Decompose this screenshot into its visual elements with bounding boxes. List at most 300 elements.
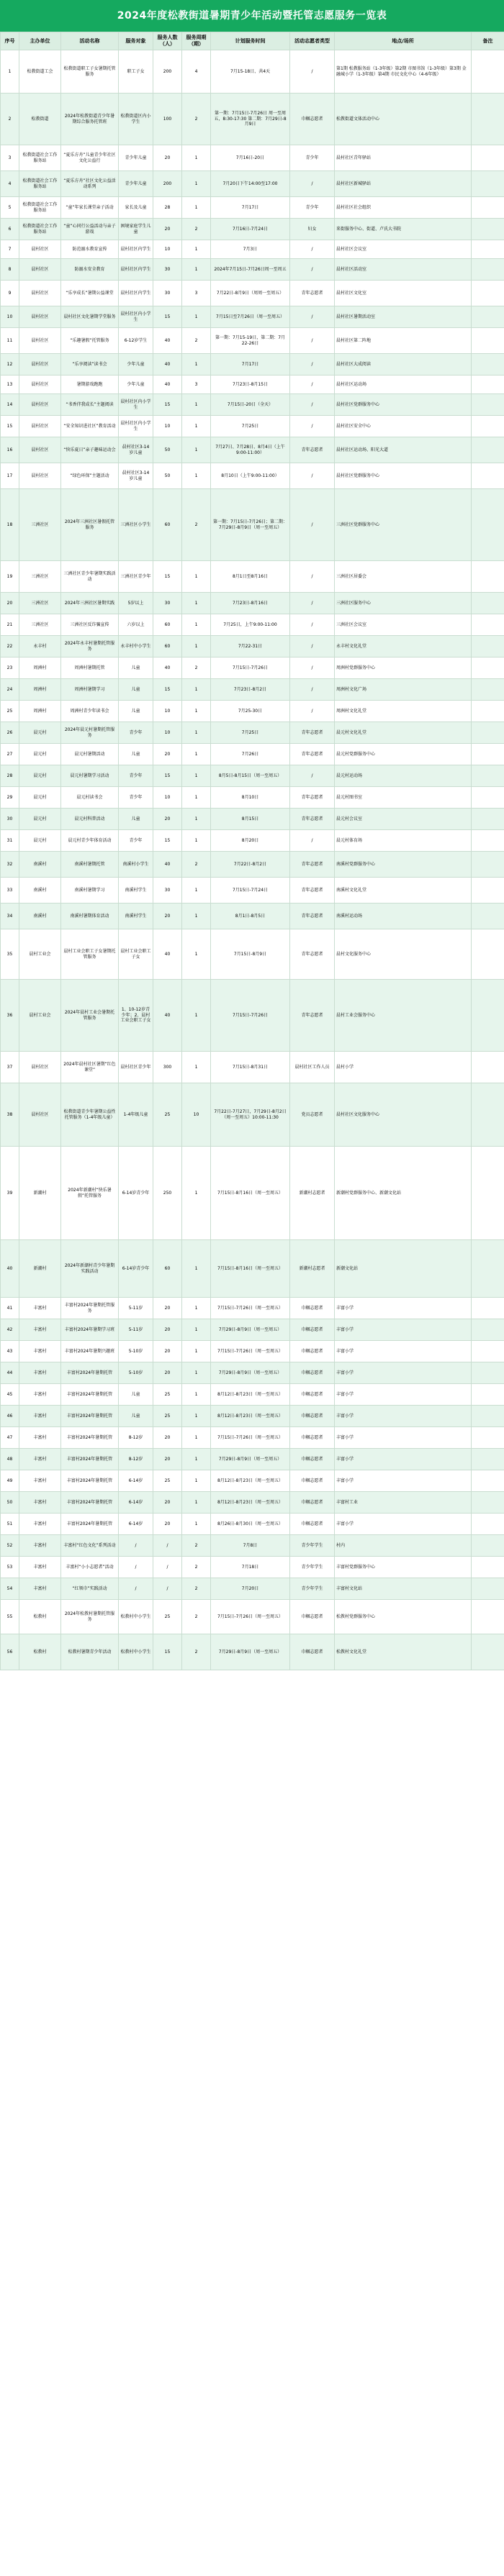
cell-target: 晨村社区内学生 — [119, 259, 153, 281]
cell-note — [472, 1514, 504, 1535]
cell-no: 30 — [1, 809, 19, 830]
cell-periods: 1 — [182, 259, 211, 281]
cell-target: 青少年 — [119, 787, 153, 809]
cell-org: 晨村社区 — [19, 306, 61, 328]
cell-people: 20 — [153, 1298, 182, 1319]
cell-no: 2 — [1, 94, 19, 145]
cell-periods: 1 — [182, 1470, 211, 1492]
cell-no: 9 — [1, 281, 19, 306]
cell-time: 7月25日 — [211, 416, 290, 437]
cell-target: 三洲社区青少年 — [119, 561, 153, 593]
table-row — [1, 394, 504, 416]
cell-org: 周洲村 — [19, 657, 61, 679]
cell-time: 7月18日 — [211, 1557, 290, 1578]
cell-volunteer: 青年志愿者 — [290, 980, 335, 1052]
cell-people: 60 — [153, 489, 182, 561]
cell-time: 7月29日-8月9日（周一至周五） — [211, 1634, 290, 1670]
cell-target: 儿童 — [119, 1406, 153, 1427]
cell-name: “书香伴我成长”主题阅读 — [61, 394, 119, 416]
cell-venue: 晨村社区党群服务中心 — [335, 394, 472, 416]
cell-name: 2024年三洲社区暑期实践 — [61, 593, 119, 614]
cell-no: 12 — [1, 354, 19, 376]
cell-note — [472, 1557, 504, 1578]
table-row — [1, 701, 504, 722]
cell-target: 儿童 — [119, 744, 153, 765]
cell-no: 1 — [1, 50, 19, 94]
cell-volunteer: 青少年 — [290, 197, 335, 219]
cell-venue: 丰富小学 — [335, 1362, 472, 1384]
table-row — [1, 354, 504, 376]
cell-periods: 1 — [182, 197, 211, 219]
cell-periods: 2 — [182, 94, 211, 145]
cell-periods: 2 — [182, 489, 211, 561]
cell-time: 7月15日-8月16日（周一至周五） — [211, 1240, 290, 1298]
cell-no: 35 — [1, 929, 19, 980]
cell-no: 29 — [1, 787, 19, 809]
cell-time: 第一期：7月15日-7月26日；第二期：7月29日-8月9日（周一至周五） — [211, 489, 290, 561]
cell-note — [472, 929, 504, 980]
cell-org: 丰富村 — [19, 1449, 61, 1470]
cell-volunteer: / — [290, 416, 335, 437]
cell-venue: 晨村社区青年驿站 — [335, 145, 472, 171]
cell-venue: 晨村社区文化服务中心 — [335, 1083, 472, 1147]
table-row — [1, 744, 504, 765]
cell-venue: 新潮文化站 — [335, 1240, 472, 1298]
cell-venue: 晨元村党群服务中心 — [335, 744, 472, 765]
cell-volunteer: 巾帼志愿者 — [290, 1298, 335, 1319]
cell-people: 10 — [153, 240, 182, 259]
table-row — [1, 1052, 504, 1083]
cell-venue: 丰富小学 — [335, 1341, 472, 1362]
cell-no: 23 — [1, 657, 19, 679]
cell-no: 44 — [1, 1362, 19, 1384]
cell-name: 三洲社区反诈骗宣传 — [61, 614, 119, 636]
cell-periods: 1 — [182, 636, 211, 657]
cell-org: 丰富村 — [19, 1470, 61, 1492]
cell-venue: 晨村社区安全中心 — [335, 416, 472, 437]
table-row — [1, 1449, 504, 1470]
cell-time: 7月16日-20日 — [211, 145, 290, 171]
cell-time: 7月23日-8月16日 — [211, 593, 290, 614]
table-row — [1, 328, 504, 354]
cell-target: 南溪村小学生 — [119, 852, 153, 878]
cell-periods: 1 — [182, 878, 211, 904]
cell-target: 家长及儿童 — [119, 197, 153, 219]
cell-periods: 10 — [182, 1083, 211, 1147]
cell-people: 30 — [153, 259, 182, 281]
header-periods: 服务周期（期） — [182, 32, 211, 50]
cell-periods: 1 — [182, 145, 211, 171]
cell-volunteer: 巾帼志愿者 — [290, 1492, 335, 1514]
cell-target: 晨村社区内学生 — [119, 281, 153, 306]
cell-time: 7月17日 — [211, 354, 290, 376]
cell-volunteer: / — [290, 765, 335, 787]
table-row — [1, 657, 504, 679]
cell-note — [472, 1634, 504, 1670]
cell-periods: 2 — [182, 219, 211, 240]
cell-org: 晨村社区 — [19, 376, 61, 394]
cell-volunteer: 青少年学生 — [290, 1535, 335, 1557]
cell-org: 晨村社区 — [19, 1052, 61, 1083]
cell-volunteer: 巾帼志愿者 — [290, 1427, 335, 1449]
cell-people: 60 — [153, 1240, 182, 1298]
cell-target: 南溪村学生 — [119, 878, 153, 904]
cell-note — [472, 701, 504, 722]
cell-time: 8月12日-8月23日（周一至周五） — [211, 1470, 290, 1492]
cell-no: 43 — [1, 1341, 19, 1362]
cell-periods: 1 — [182, 701, 211, 722]
cell-periods: 2 — [182, 1634, 211, 1670]
cell-name: “快乐夏日”亲子趣味运动会 — [61, 437, 119, 463]
cell-periods: 4 — [182, 50, 211, 94]
cell-org: 晨村社区 — [19, 1083, 61, 1147]
cell-no: 45 — [1, 1384, 19, 1406]
cell-venue: 晨村社区党群服务中心 — [335, 463, 472, 489]
cell-name: 2024年新潮村青少年暑期实践活动 — [61, 1240, 119, 1298]
table-row — [1, 1492, 504, 1514]
cell-name: 丰富村2024年暑期托管 — [61, 1492, 119, 1514]
cell-venue: 松教村党群服务中心 — [335, 1600, 472, 1634]
cell-org: 晨元村 — [19, 765, 61, 787]
page-title: 2024年度松教街道暑期青少年活动暨托管志愿服务一览表 — [0, 0, 504, 32]
cell-no: 22 — [1, 636, 19, 657]
cell-no: 37 — [1, 1052, 19, 1083]
cell-org: 永丰村 — [19, 636, 61, 657]
cell-volunteer: / — [290, 679, 335, 701]
cell-target: 晨村社区3-14岁儿童 — [119, 437, 153, 463]
cell-time: 7月29日-8月9日（周一至周五） — [211, 1319, 290, 1341]
cell-volunteer: 巾帼志愿者 — [290, 1449, 335, 1470]
cell-volunteer: 巾帼志愿者 — [290, 1362, 335, 1384]
cell-name: 松教街道青少年暑期公益性托管服务（1-4年级儿童） — [61, 1083, 119, 1147]
cell-time: 7月15日至7月26日（周一至周五） — [211, 306, 290, 328]
cell-no: 21 — [1, 614, 19, 636]
table-row — [1, 171, 504, 197]
cell-periods: 1 — [182, 1147, 211, 1240]
cell-org: 丰富村 — [19, 1427, 61, 1449]
cell-name: 晨元村暑期学习活动 — [61, 765, 119, 787]
cell-note — [472, 197, 504, 219]
cell-org: 南溪村 — [19, 904, 61, 929]
cell-org: 晨村社区 — [19, 416, 61, 437]
cell-target: 青少年 — [119, 830, 153, 852]
cell-periods: 1 — [182, 416, 211, 437]
cell-name: “乐趣暑假”托管服务 — [61, 328, 119, 354]
cell-volunteer: 青少年学生 — [290, 1578, 335, 1600]
table-row — [1, 376, 504, 394]
cell-note — [472, 1298, 504, 1319]
table-row — [1, 1083, 504, 1147]
cell-name: 2024年松教村暑期托管服务 — [61, 1600, 119, 1634]
table-row — [1, 878, 504, 904]
cell-no: 55 — [1, 1600, 19, 1634]
cell-periods: 1 — [182, 744, 211, 765]
cell-target: 少年儿童 — [119, 354, 153, 376]
cell-note — [472, 830, 504, 852]
cell-name: 暑期游戏跑跑 — [61, 376, 119, 394]
cell-no: 5 — [1, 197, 19, 219]
table-row — [1, 1240, 504, 1298]
cell-people: 20 — [153, 744, 182, 765]
cell-volunteer: 青年志愿者 — [290, 878, 335, 904]
cell-org: 三洲社区 — [19, 593, 61, 614]
cell-periods: 1 — [182, 1384, 211, 1406]
cell-no: 28 — [1, 765, 19, 787]
cell-volunteer: 新潮村志愿者 — [290, 1147, 335, 1240]
cell-note — [472, 980, 504, 1052]
cell-people: 40 — [153, 980, 182, 1052]
cell-venue: 丰富村文化站 — [335, 1578, 472, 1600]
cell-volunteer: 青少年学生 — [290, 1557, 335, 1578]
cell-note — [472, 1240, 504, 1298]
cell-venue: 永丰村文化礼堂 — [335, 636, 472, 657]
cell-target: 5-11岁 — [119, 1298, 153, 1319]
cell-periods: 1 — [182, 722, 211, 744]
table-row — [1, 50, 504, 94]
cell-name: 晨元村科普活动 — [61, 809, 119, 830]
cell-people: 25 — [153, 1384, 182, 1406]
cell-target: 儿童 — [119, 809, 153, 830]
cell-name: 2024年晨元村暑期托管服务 — [61, 722, 119, 744]
cell-no: 56 — [1, 1634, 19, 1670]
cell-target: 6-14岁 — [119, 1470, 153, 1492]
cell-target: 8-12岁 — [119, 1427, 153, 1449]
cell-org: 晨元村 — [19, 830, 61, 852]
table-row — [1, 1147, 504, 1240]
cell-venue: 周洲村党群服务中心 — [335, 657, 472, 679]
cell-org: 松教街道社会工作服务站 — [19, 145, 61, 171]
table-row — [1, 437, 504, 463]
cell-name: 防溺水安全教育 — [61, 259, 119, 281]
cell-time: 7月22日-7月27日，7月29日-8月2日（周一至周五）10:00-11:30 — [211, 1083, 290, 1147]
cell-time: 8月26日-8月30日（周一至周五） — [211, 1514, 290, 1535]
cell-note — [472, 1492, 504, 1514]
cell-venue: 三洲社区党群服务中心 — [335, 489, 472, 561]
cell-name: 晨元村读书会 — [61, 787, 119, 809]
cell-volunteer: / — [290, 376, 335, 394]
cell-org: 南溪村 — [19, 878, 61, 904]
cell-periods: 1 — [182, 929, 211, 980]
cell-periods: 1 — [182, 1406, 211, 1427]
table-row — [1, 1535, 504, 1557]
cell-people: 10 — [153, 701, 182, 722]
cell-time: 8月5日-8月15日（周一至周五） — [211, 765, 290, 787]
cell-time: 8月10日 — [211, 787, 290, 809]
cell-periods: 1 — [182, 240, 211, 259]
cell-periods: 1 — [182, 1052, 211, 1083]
cell-venue: 晨村社区运动场 — [335, 376, 472, 394]
cell-periods: 1 — [182, 354, 211, 376]
cell-org: 晨村社区 — [19, 463, 61, 489]
cell-name: 晨元村暑期活动 — [61, 744, 119, 765]
cell-org: 晨元村 — [19, 722, 61, 744]
table-row — [1, 593, 504, 614]
cell-target: 南溪村学生 — [119, 904, 153, 929]
cell-name: 丰富村2024年暑期托管 — [61, 1384, 119, 1406]
cell-note — [472, 50, 504, 94]
cell-no: 8 — [1, 259, 19, 281]
cell-people: 20 — [153, 1362, 182, 1384]
cell-name: 丰富村“小小志愿者”活动 — [61, 1557, 119, 1578]
cell-org: 晨村社区 — [19, 394, 61, 416]
cell-no: 18 — [1, 489, 19, 561]
cell-volunteer: / — [290, 463, 335, 489]
cell-venue: 晨元村运动场 — [335, 765, 472, 787]
cell-name: 晨村工业会职工子女暑期托管服务 — [61, 929, 119, 980]
cell-venue: 丰富小学 — [335, 1406, 472, 1427]
cell-note — [472, 636, 504, 657]
cell-target: 儿童 — [119, 1384, 153, 1406]
table-row — [1, 145, 504, 171]
cell-time: 7月20日下午14:00至17:00 — [211, 171, 290, 197]
cell-time: 8月1日至8月16日 — [211, 561, 290, 593]
cell-note — [472, 1578, 504, 1600]
cell-volunteer: / — [290, 328, 335, 354]
cell-venue: 丰富村党群服务中心 — [335, 1557, 472, 1578]
cell-people: 300 — [153, 1052, 182, 1083]
cell-venue: 晨村社区新城驿站 — [335, 171, 472, 197]
cell-note — [472, 852, 504, 878]
cell-time: 7月22-31日 — [211, 636, 290, 657]
cell-time: 7月15日-8月9日 — [211, 929, 290, 980]
cell-name: 丰富村2024年暑期托管 — [61, 1470, 119, 1492]
cell-people: 20 — [153, 1427, 182, 1449]
cell-periods: 1 — [182, 787, 211, 809]
cell-note — [472, 1535, 504, 1557]
cell-target: / — [119, 1578, 153, 1600]
cell-people: 30 — [153, 878, 182, 904]
cell-people: 15 — [153, 830, 182, 852]
cell-target: 5-10岁 — [119, 1362, 153, 1384]
table-row — [1, 852, 504, 878]
cell-time: 7月25日 — [211, 722, 290, 744]
cell-target: 少年儿童 — [119, 376, 153, 394]
cell-org: 晨元村 — [19, 787, 61, 809]
cell-no: 3 — [1, 145, 19, 171]
cell-name: “童”心同行公益活动与亲子游戏 — [61, 219, 119, 240]
cell-no: 13 — [1, 376, 19, 394]
cell-target: 晨村社区3-14岁儿童 — [119, 463, 153, 489]
cell-venue: 晨村社区暑期活动室 — [335, 306, 472, 328]
table-row — [1, 809, 504, 830]
cell-note — [472, 94, 504, 145]
cell-people: 25 — [153, 1470, 182, 1492]
cell-no: 48 — [1, 1449, 19, 1470]
cell-volunteer: 青年志愿者 — [290, 744, 335, 765]
cell-name: 周洲村青少年读书会 — [61, 701, 119, 722]
cell-target: 6-14岁 — [119, 1514, 153, 1535]
table-body — [1, 50, 504, 1670]
cell-time: 7月29日-8月9日（周一至周五） — [211, 1449, 290, 1470]
cell-no: 46 — [1, 1406, 19, 1427]
cell-note — [472, 614, 504, 636]
cell-org: 丰富村 — [19, 1319, 61, 1341]
cell-no: 36 — [1, 980, 19, 1052]
cell-volunteer: 妇女 — [290, 219, 335, 240]
cell-venue: 丰富小学 — [335, 1319, 472, 1341]
cell-time: 7月23日-8月15日 — [211, 376, 290, 394]
cell-org: 晨村社区 — [19, 354, 61, 376]
cell-no: 11 — [1, 328, 19, 354]
cell-people: 20 — [153, 904, 182, 929]
cell-time: 8月10日（上午9:00-11:00） — [211, 463, 290, 489]
cell-time: 7月25日，上午9:00-11:00 — [211, 614, 290, 636]
cell-no: 20 — [1, 593, 19, 614]
cell-time: 7月15日-7月26日（周一至周五） — [211, 1600, 290, 1634]
table-row — [1, 1384, 504, 1406]
cell-people: 20 — [153, 1514, 182, 1535]
cell-no: 52 — [1, 1535, 19, 1557]
table-row — [1, 1319, 504, 1341]
cell-venue: 丰富小学 — [335, 1470, 472, 1492]
cell-people: 10 — [153, 787, 182, 809]
cell-volunteer: / — [290, 50, 335, 94]
cell-note — [472, 1470, 504, 1492]
table-row — [1, 830, 504, 852]
cell-org: 丰富村 — [19, 1514, 61, 1535]
cell-name: 丰富村“红色文化”系列活动 — [61, 1535, 119, 1557]
cell-note — [472, 722, 504, 744]
table-row — [1, 722, 504, 744]
cell-org: 丰富村 — [19, 1341, 61, 1362]
cell-name: 松教村暑期青少年活动 — [61, 1634, 119, 1670]
cell-venue: 周洲村文化礼堂 — [335, 701, 472, 722]
cell-no: 41 — [1, 1298, 19, 1319]
cell-no: 26 — [1, 722, 19, 744]
cell-org: 丰富村 — [19, 1557, 61, 1578]
header-target: 服务对象 — [119, 32, 153, 50]
cell-name: “夏乐方舟”社区文化公益活动系列 — [61, 171, 119, 197]
cell-name: “绿色环保”主题活动 — [61, 463, 119, 489]
table-row — [1, 1470, 504, 1492]
cell-volunteer: 巾帼志愿者 — [290, 1384, 335, 1406]
cell-time: 7月15日-7月26日（周一至周五） — [211, 1427, 290, 1449]
cell-note — [472, 259, 504, 281]
cell-periods: 2 — [182, 657, 211, 679]
cell-venue: 松教村文化礼堂 — [335, 1634, 472, 1670]
cell-target: 6-14岁青少年 — [119, 1240, 153, 1298]
header-no: 序号 — [1, 32, 19, 50]
cell-org: 晨村社区 — [19, 328, 61, 354]
cell-org: 新潮村 — [19, 1147, 61, 1240]
cell-no: 7 — [1, 240, 19, 259]
cell-people: 100 — [153, 94, 182, 145]
cell-time: 7月17日 — [211, 197, 290, 219]
cell-volunteer: 青少年 — [290, 145, 335, 171]
cell-volunteer: / — [290, 240, 335, 259]
table-row — [1, 980, 504, 1052]
cell-target: 三洲社区小学生 — [119, 489, 153, 561]
cell-target: 6-14岁青少年 — [119, 1147, 153, 1240]
cell-time: 7月26日 — [211, 744, 290, 765]
cell-time: 第一期：7月15日-7月26日 周一至周五，8:30-17:30 第二期：7月29日-8月9日 — [211, 94, 290, 145]
cell-no: 34 — [1, 904, 19, 929]
table-row — [1, 489, 504, 561]
table-row — [1, 1600, 504, 1634]
cell-target: 儿童 — [119, 657, 153, 679]
cell-periods: 1 — [182, 1362, 211, 1384]
cell-volunteer: 巾帼志愿者 — [290, 1514, 335, 1535]
cell-volunteer: 巾帼志愿者 — [290, 1600, 335, 1634]
cell-time: 7月23日-8月2日 — [211, 679, 290, 701]
cell-note — [472, 1341, 504, 1362]
cell-venue: 丰富村工业 — [335, 1492, 472, 1514]
cell-note — [472, 240, 504, 259]
cell-name: 丰富村2024年暑期学习班 — [61, 1319, 119, 1341]
cell-periods: 1 — [182, 1492, 211, 1514]
cell-people: 10 — [153, 722, 182, 744]
cell-venue: 晨村社区活动室 — [335, 259, 472, 281]
